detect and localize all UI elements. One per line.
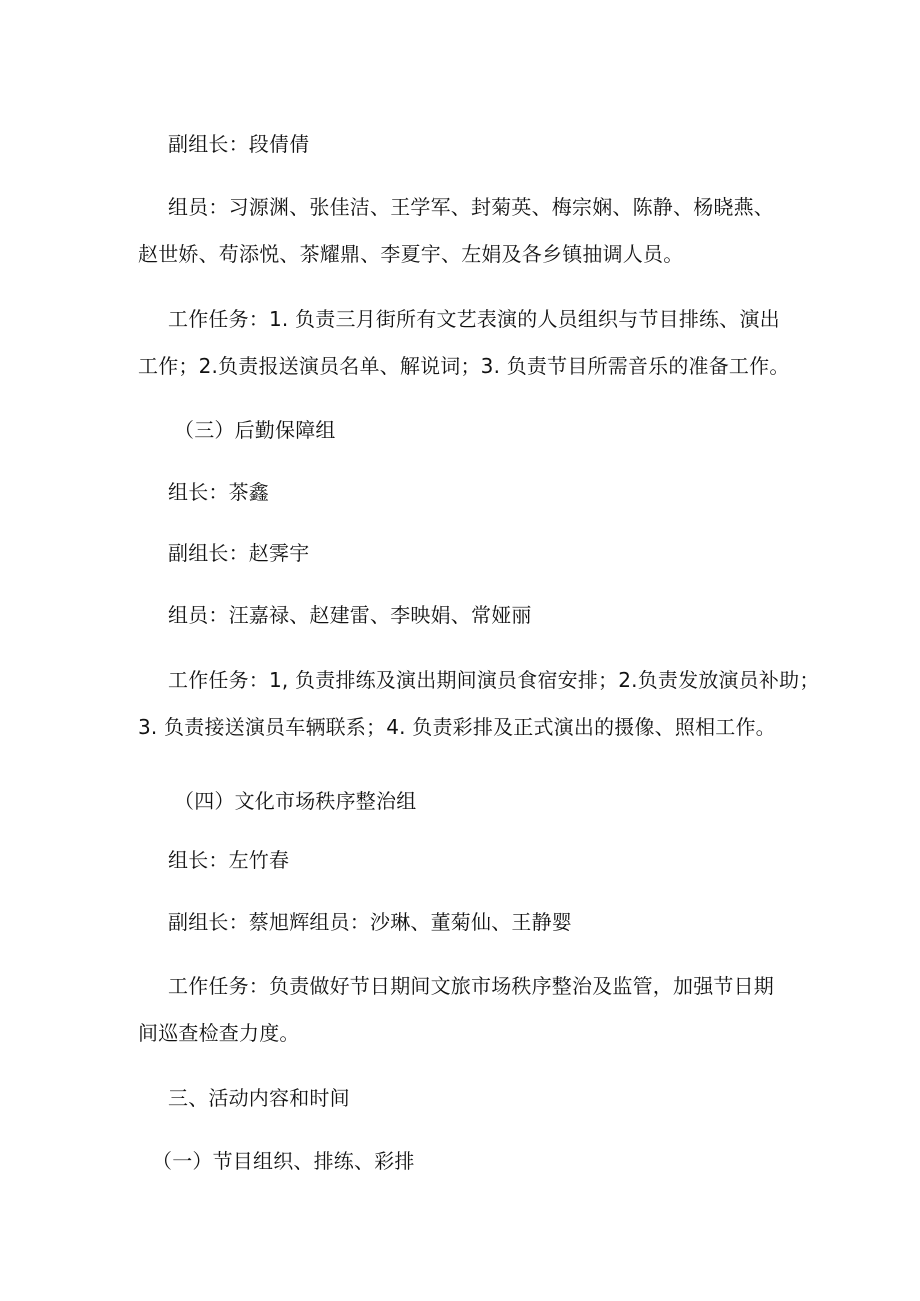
- tasks-market-order-group-line-1: 工作任务：负责做好节日期间文旅市场秩序整治及监管，加强节日期: [168, 974, 774, 998]
- section-heading-logistics-group: （三）后勤保障组: [174, 418, 336, 442]
- chapter-heading-activity-content-time: 三、活动内容和时间: [168, 1086, 350, 1110]
- tasks-logistics-group-line-1: 工作任务：1, 负责排练及演出期间演员食宿安排；2.负责发放演员补助；: [168, 668, 820, 692]
- subsection-heading-program-organization: （一）节目组织、排练、彩排: [152, 1149, 415, 1173]
- leader-market-order-group: 组长：左竹春: [168, 848, 290, 872]
- members-performance-group-line-1: 组员：习源渊、张佳洁、王学军、封菊英、梅宗娴、陈静、杨晓燕、: [168, 195, 774, 219]
- members-logistics-group: 组员：汪嘉禄、赵建雷、李映娟、常娅丽: [168, 603, 532, 627]
- deputy-and-members-market-order-group: 副组长：蔡旭辉组员：沙琳、董菊仙、王静婴: [168, 910, 572, 934]
- section-heading-market-order-group: （四）文化市场秩序整治组: [174, 789, 417, 813]
- tasks-logistics-group-line-2: 3. 负责接送演员车辆联系；4. 负责彩排及正式演出的摄像、照相工作。: [138, 715, 776, 739]
- deputy-leader-performance-group: 副组长：段倩倩: [168, 132, 310, 156]
- members-performance-group-line-2: 赵世娇、苟添悦、茶耀鼎、李夏宇、左娟及各乡镇抽调人员。: [138, 242, 684, 266]
- tasks-performance-group-line-2: 工作；2.负责报送演员名单、解说词；3. 负责节目所需音乐的准备工作。: [138, 354, 790, 378]
- tasks-market-order-group-line-2: 间巡查检查力度。: [138, 1021, 300, 1045]
- tasks-performance-group-line-1: 工作任务：1. 负责三月街所有文艺表演的人员组织与节目排练、演出: [168, 307, 780, 331]
- deputy-leader-logistics-group: 副组长：赵霁宇: [168, 541, 310, 565]
- leader-logistics-group: 组长：茶鑫: [168, 480, 269, 504]
